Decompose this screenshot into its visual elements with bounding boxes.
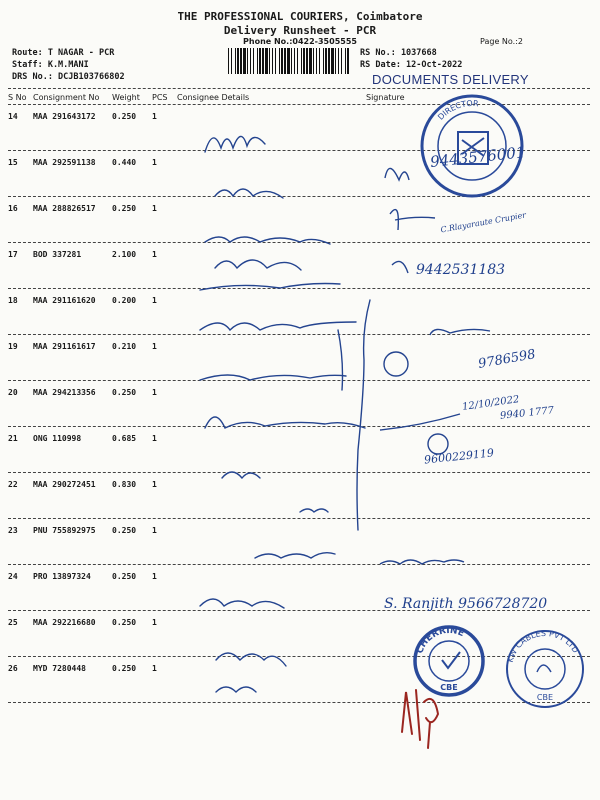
handwritten-note-crupier: C.Rlayaraute Crupier [439, 210, 527, 235]
svg-text:CHERRINE: CHERRINE [415, 625, 466, 656]
row-pcs: 1 [152, 388, 157, 397]
row-weight: 0.250 [112, 112, 137, 121]
runsheet-title: Delivery Runsheet - PCR [223, 24, 377, 37]
handwritten-phone-5: 9600229119 [423, 446, 495, 467]
row-consignment: MAA 290272451 [33, 480, 96, 489]
row-pcs: 1 [152, 572, 157, 581]
row-weight: 0.830 [112, 480, 137, 489]
company-name: THE PROFESSIONAL COURIERS, Coimbatore [177, 10, 423, 23]
row-sno: 24 [8, 572, 18, 581]
rs-number: RS No.: 1037668 [360, 48, 437, 58]
director-stamp-text: DIRECTOR [436, 98, 479, 122]
cherrine-city: CBE [440, 683, 458, 692]
col-signature: Signature [366, 93, 405, 102]
page-number: Page No.:2 [480, 37, 523, 46]
row-consignment: PNU 755892975 [33, 526, 96, 535]
row-weight: 0.250 [112, 204, 137, 213]
row-sno: 16 [8, 204, 18, 213]
row-consignment: MAA 288826517 [33, 204, 96, 213]
documents-delivery-stamp: DOCUMENTS DELIVERY [372, 72, 529, 87]
drs-number: DRS No.: DCJB103766802 [12, 72, 125, 82]
row-sno: 20 [8, 388, 18, 397]
row-weight: 0.250 [112, 664, 137, 673]
handwritten-receiver: S. Ranjith 9566728720 [384, 596, 548, 612]
col-weight: Weight [112, 93, 140, 102]
handwritten-phone-3: 9786598 [477, 347, 537, 372]
row-sno: 15 [8, 158, 18, 167]
row-consignment: MAA 292216680 [33, 618, 96, 627]
handwritten-phone-2: 9442531183 [416, 262, 506, 278]
row-sno: 23 [8, 526, 18, 535]
row-pcs: 1 [152, 158, 157, 167]
row-pcs: 1 [152, 204, 157, 213]
kw-city: CBE [536, 693, 554, 702]
row-weight: 0.210 [112, 342, 137, 351]
row-pcs: 1 [152, 664, 157, 673]
phone-number: Phone No.:0422-3505555 [243, 37, 357, 46]
staff: Staff: K.M.MANI [12, 60, 89, 70]
row-pcs: 1 [152, 526, 157, 535]
handwritten-date: 12/10/2022 [461, 394, 521, 413]
row-consignment: MAA 291643172 [33, 112, 96, 121]
row-weight: 0.200 [112, 296, 137, 305]
row-sno: 18 [8, 296, 18, 305]
row-weight: 0.250 [112, 388, 137, 397]
row-pcs: 1 [152, 618, 157, 627]
row-pcs: 1 [152, 342, 157, 351]
row-consignment: MAA 292591138 [33, 158, 96, 167]
row-weight: 2.100 [112, 250, 137, 259]
col-sno: S No [8, 93, 27, 102]
row-weight: 0.250 [112, 572, 137, 581]
row-consignment: MAA 291161617 [33, 342, 96, 351]
row-consignment: ONG 110998 [33, 434, 82, 443]
col-consignment: Consignment No [33, 93, 100, 102]
col-pcs: PCS [152, 93, 168, 102]
row-pcs: 1 [152, 250, 157, 259]
row-sno: 14 [8, 112, 18, 121]
handwritten-phone-1: 9443576001 [429, 143, 527, 171]
row-consignment: MYD 7280448 [33, 664, 86, 673]
col-consignee: Consignee Details [177, 93, 250, 102]
row-sno: 21 [8, 434, 18, 443]
row-pcs: 1 [152, 480, 157, 489]
row-weight: 0.250 [112, 526, 137, 535]
row-sno: 22 [8, 480, 18, 489]
row-consignment: MAA 294213356 [33, 388, 96, 397]
row-pcs: 1 [152, 296, 157, 305]
row-pcs: 1 [152, 112, 157, 121]
red-signature [392, 682, 452, 752]
row-weight: 0.685 [112, 434, 137, 443]
row-weight: 0.440 [112, 158, 137, 167]
rs-date: RS Date: 12-Oct-2022 [360, 60, 463, 70]
svg-text:KW CABLES PVT LTD: KW CABLES PVT LTD [505, 628, 581, 664]
row-sno: 19 [8, 342, 18, 351]
row-consignment: PRO 13897324 [33, 572, 91, 581]
row-consignment: BOD 337281 [33, 250, 82, 259]
row-weight: 0.250 [112, 618, 137, 627]
row-sno: 25 [8, 618, 18, 627]
handwritten-phone-4: 9940 1777 [499, 405, 555, 422]
route: Route: T NAGAR - PCR [12, 48, 115, 58]
row-sno: 26 [8, 664, 18, 673]
row-consignment: MAA 291161620 [33, 296, 96, 305]
kw-cables-stamp [504, 628, 586, 710]
row-sno: 17 [8, 250, 18, 259]
director-stamp [418, 92, 526, 200]
row-pcs: 1 [152, 434, 157, 443]
